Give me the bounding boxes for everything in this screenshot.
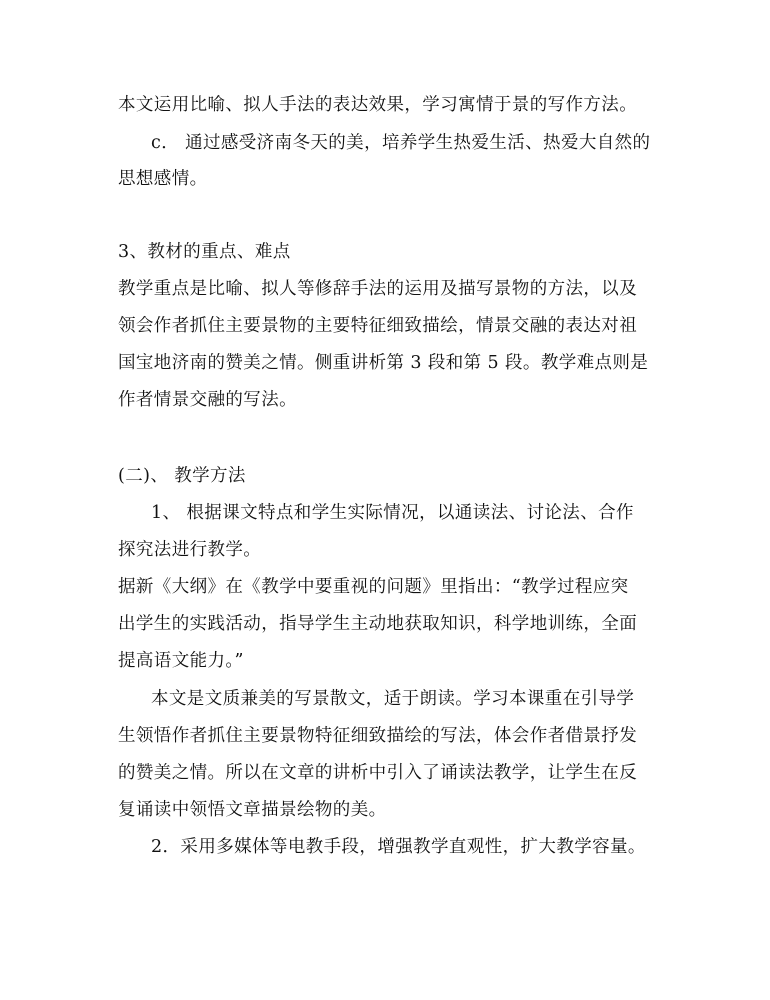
text-line: 探究法进行教学。 xyxy=(118,540,262,560)
text-line: 生领悟作者抓住主要景物特征细致描绘的写法，体会作者借景抒发 xyxy=(118,726,638,746)
section-heading-key-points: 3、教材的重点、难点 xyxy=(118,242,291,262)
text-line: 思想感情。 xyxy=(118,169,208,189)
method-item-1: 1、 根据课文特点和学生实际情况，以通读法、讨论法、合作 xyxy=(151,503,634,523)
text-line: 教学重点是比喻、拟人等修辞手法的运用及描写景物的方法，以及 xyxy=(118,279,638,299)
paragraph-start: 本文是文质兼美的写景散文，适于朗读。学习本课重在引导学 xyxy=(151,689,635,709)
text-line: 出学生的实践活动，指导学生主动地获取知识，科学地训练，全面 xyxy=(118,614,638,634)
text-line: 复诵读中领悟文章描景绘物的美。 xyxy=(118,800,387,820)
section-heading-teaching-methods: (二)、 教学方法 xyxy=(118,466,246,486)
text-line: 领会作者抓住主要景物的主要特征细致描绘，情景交融的表达对祖 xyxy=(118,316,638,336)
text-line: 国宝地济南的赞美之情。侧重讲析第 3 段和第 5 段。教学难点则是 xyxy=(118,353,649,373)
text-line: 本文运用比喻、拟人手法的表达效果，学习寓情于景的写作方法。 xyxy=(118,95,638,115)
text-line: 据新《大纲》在《教学中要重视的问题》里指出：“教学过程应突 xyxy=(118,577,629,597)
text-line: 作者情景交融的写法。 xyxy=(118,390,297,410)
method-item-2: 2．采用多媒体等电教手段，增强教学直观性，扩大教学容量。 xyxy=(151,837,646,857)
text-line: 提高语文能力。” xyxy=(118,651,244,671)
text-line: 的赞美之情。所以在文章的讲析中引入了诵读法教学，让学生在反 xyxy=(118,763,638,783)
objective-c-line: c． 通过感受济南冬天的美，培养学生热爱生活、热爱大自然的 xyxy=(151,133,651,153)
